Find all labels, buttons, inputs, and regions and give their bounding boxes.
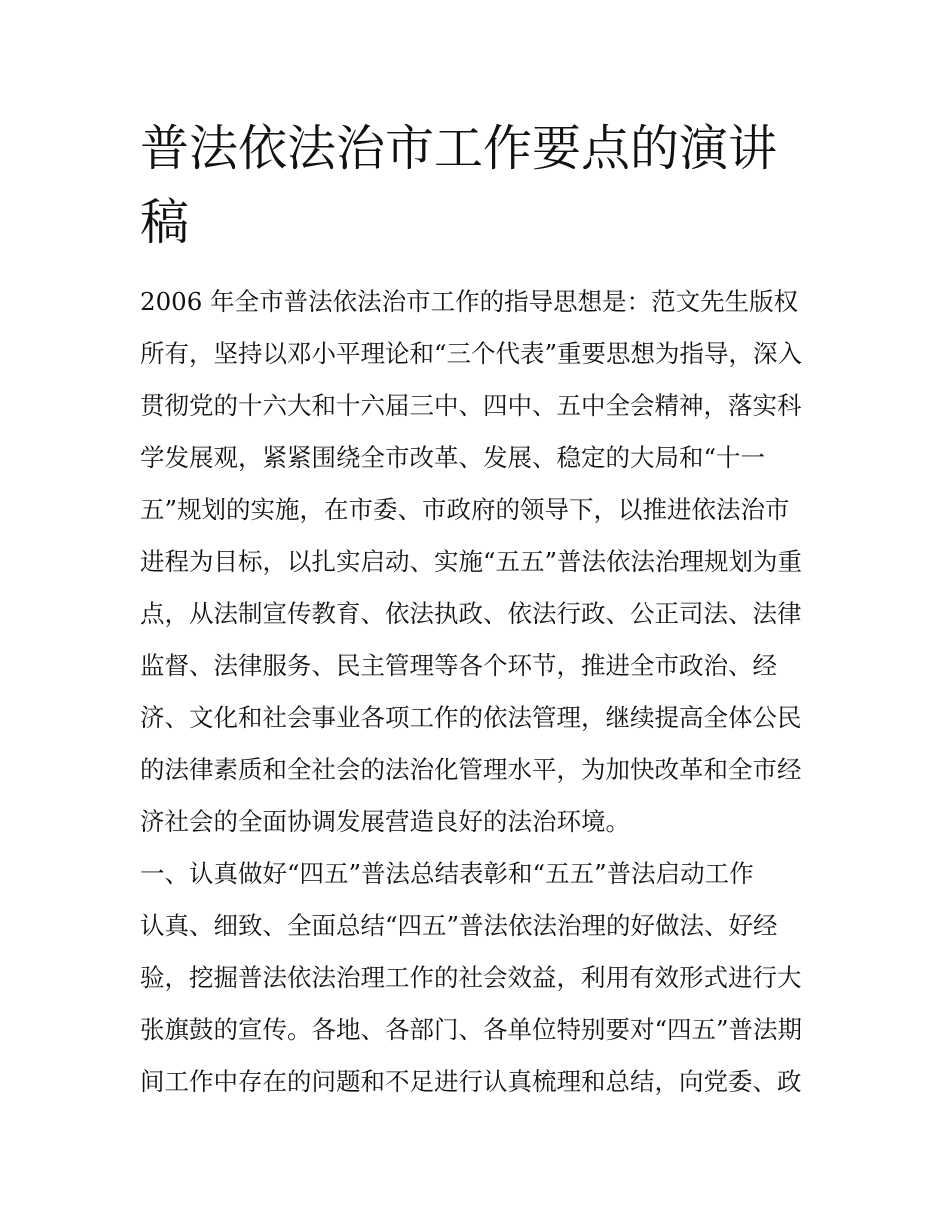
body-line: 的法律素质和全社会的法治化管理水平，为加快改革和全市经: [140, 755, 802, 784]
body-line: 2006 年全市普法依法治市工作的指导思想是：范文先生版权: [140, 287, 799, 316]
body-line: 五”规划的实施，在市委、市政府的领导下，以推进依法治市: [140, 495, 790, 524]
body-line: 点，从法制宣传教育、依法执政、依法行政、公正司法、法律: [140, 599, 802, 628]
document-body: [140, 276, 820, 1108]
body-line: 济社会的全面协调发展营造良好的法治环境。: [140, 807, 630, 836]
body-line: 验，挖掘普法依法治理工作的社会效益，利用有效形式进行大: [140, 963, 802, 992]
body-line: 进程为目标，以扎实启动、实施“五五”普法依法治理规划为重: [140, 547, 803, 576]
body-line: 学发展观，紧紧围绕全市改革、发展、稳定的大局和“十一: [140, 443, 766, 472]
body-line: 张旗鼓的宣传。各地、各部门、各单位特别要对“四五”普法期: [140, 1015, 803, 1044]
body-line: 间工作中存在的问题和不足进行认真梳理和总结，向党委、政: [140, 1067, 802, 1096]
section-heading: 一、认真做好“四五”普法总结表彰和“五五”普法启动工作: [140, 859, 754, 888]
body-line: 所有，坚持以邓小平理论和“三个代表”重要思想为指导，深入: [140, 339, 803, 368]
body-line: 贯彻党的十六大和十六届三中、四中、五中全会精神，落实科: [140, 391, 802, 420]
body-line: 认真、细致、全面总结“四五”普法依法治理的好做法、好经: [140, 911, 778, 940]
document-title: [140, 112, 820, 260]
title-line: 稿: [140, 194, 190, 251]
title-line: 普法依法治市工作要点的演讲: [140, 120, 778, 177]
body-line: 监督、法律服务、民主管理等各个环节，推进全市政治、经: [140, 651, 777, 680]
body-line: 济、文化和社会事业各项工作的依法管理，继续提高全体公民: [140, 703, 802, 732]
